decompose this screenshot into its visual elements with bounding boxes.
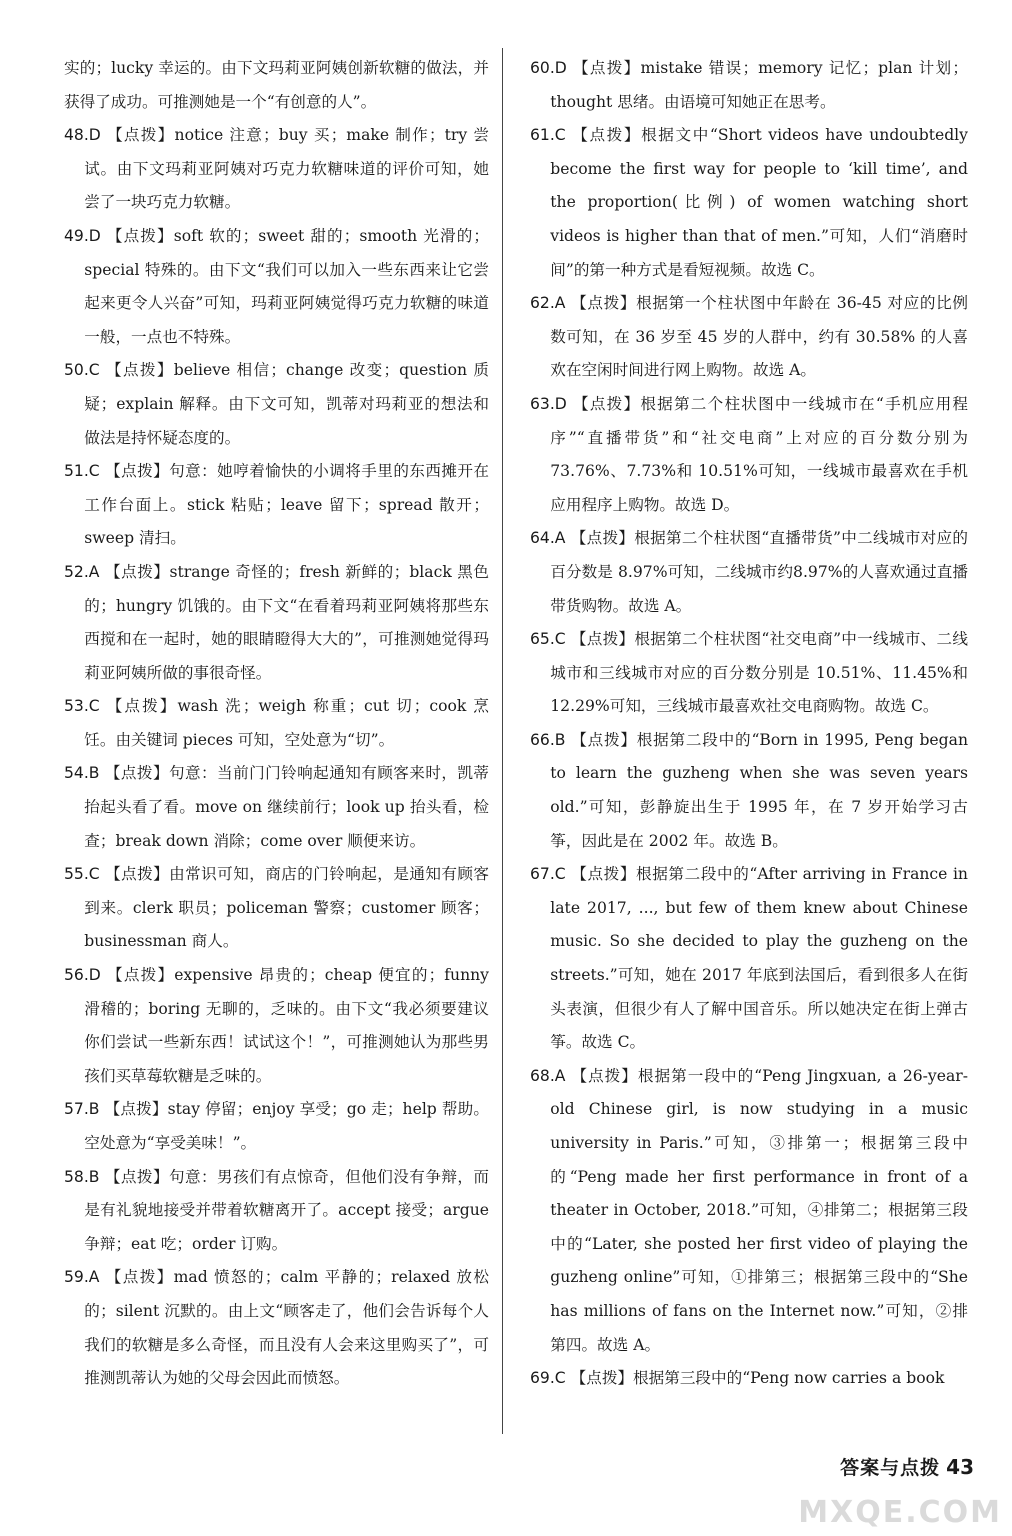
answer-item — [530, 1060, 968, 1362]
answer-number: 57.B — [64, 1100, 100, 1119]
answer-text: 【点拨】句意：她哼着愉快的小调将手里的东西摊开在工作台面上。stick 粘贴；leave 留下；spread 散开；sweep 清扫。 — [84, 462, 489, 548]
answer-text: 【点拨】believe 相信；change 改变；question 质疑；explain 解释。由下文可知，凯蒂对玛莉亚的想法和做法是持怀疑态度的。 — [84, 361, 489, 447]
answer-item — [64, 1161, 489, 1262]
answer-text: 【点拨】mistake 错误；memory 记忆；plan 计划；thought 思绪。由语境可知她正在思考。 — [550, 59, 968, 111]
answer-text: 【点拨】stay 停留；enjoy 享受；go 走；help 帮助。空处意为“享受美味！”。 — [84, 1100, 489, 1152]
answer-item — [64, 1093, 489, 1160]
answer-text: 【点拨】soft 软的；sweet 甜的；smooth 光滑的；special 特殊的。由下文“我们可以加入一些东西来让它尝起来更令人兴奋”可知，玛莉亚阿姨觉得巧克力软糖的味道一般，一点也不特殊。 — [84, 226, 489, 346]
answer-item — [530, 119, 968, 287]
column-divider — [502, 48, 503, 1434]
answer-item — [64, 52, 489, 119]
answer-number: 67.C — [530, 865, 566, 884]
answer-number: 49.D — [64, 226, 101, 245]
answer-number: 50.C — [64, 361, 100, 380]
answer-text: 【点拨】句意：男孩们有点惊奇，但他们没有争辩，而是有礼貌地接受并带着软糖离开了。accept 接受；argue 争辩；eat 吃；order 订购。 — [84, 1167, 489, 1253]
right-column — [530, 52, 968, 1396]
answer-text: 【点拨】根据第二段中的“Born in 1995, Peng began to learn the guzheng when she was seven years old.”可知，彭静旋出生于 1995 年，在 7 岁开始学习古筝，因此是在 2002 年。故选 B。 — [550, 730, 968, 850]
page-number: 43 — [946, 1454, 974, 1479]
answer-item — [530, 1362, 968, 1396]
answer-text: 【点拨】根据第二个柱状图“直播带货”中二线城市对应的百分数是 8.97%可知，二线城市约8.97%的人喜欢通过直播带货购物。故选 A。 — [550, 529, 968, 615]
answer-item — [64, 1261, 489, 1395]
answer-text: 【点拨】根据文中“Short videos have undoubtedly become the first way for people to ‘kill time’, and the proportion(比例) of women watching short videos is higher than that of men.”可知，人们“消磨时间”的第一种方式是看短视频。故选 C。 — [550, 126, 968, 279]
footer-label: 答案与点拨 — [840, 1457, 941, 1479]
left-column — [64, 52, 489, 1396]
answer-text: 【点拨】根据第二段中的“After arriving in France in late 2017, ..., but few of them knew about Chinese music. So she decided to play the guzheng on the streets.”可知，她在 2017 年底到法国后，看到很多人在街头表演，但很少有人了解中国音乐。所以她决定在街上弹古筝。故选 C。 — [550, 865, 968, 1052]
answer-item — [530, 623, 968, 724]
answer-number: 60.D — [530, 59, 567, 77]
answer-number: 69.C — [530, 1369, 566, 1388]
answer-item — [530, 388, 968, 522]
answer-text: 【点拨】根据第一段中的“Peng Jingxuan, a 26-year-old Chinese girl, is now studying in a music university in Paris.”可知，③排第一；根据第三段中的“Peng made her first performance in front of a theater in October, 2018.”可知，④排第二；根据第三段中的“Later, she posted her first video of playing the guzheng online”可知，①排第三；根据第三段中的“She has millions of fans on the Internet now.”可知，②排第四。故选 A。 — [550, 1066, 968, 1354]
answer-item — [64, 455, 489, 556]
answer-text: 【点拨】句意：当前门门铃响起通知有顾客来时，凯蒂抬起头看了看。move on 继续前行；look up 抬头看，检查；break down 消除；come over 顺便来访。 — [84, 764, 489, 850]
answer-item — [64, 220, 489, 354]
answer-number: 51.C — [64, 462, 100, 481]
answer-item — [530, 858, 968, 1060]
answer-number: 64.A — [530, 529, 566, 548]
answer-number: 61.C — [530, 126, 566, 145]
answer-item — [64, 556, 489, 690]
answer-item — [64, 757, 489, 858]
answer-number: 65.C — [530, 630, 566, 649]
answer-text: 【点拨】根据第三段中的“Peng now carries a book — [570, 1369, 945, 1388]
answer-item — [64, 354, 489, 455]
answer-text: 实的；lucky 幸运的。由下文玛莉亚阿姨创新软糖的做法，并获得了成功。可推测她是一个“有创意的人”。 — [64, 59, 489, 111]
answer-number: 68.A — [530, 1066, 566, 1085]
answer-number: 66.B — [530, 730, 566, 749]
answer-text: 【点拨】根据第二个柱状图“社交电商”中一线城市、二线城市和三线城市对应的百分数分别是 10.51%、11.45%和 12.29%可知，三线城市最喜欢社交电商购物。故选 C。 — [550, 630, 968, 716]
answer-number: 48.D — [64, 126, 101, 145]
answer-number: 63.D — [530, 394, 567, 413]
answer-item — [530, 287, 968, 388]
answer-number: 52.A — [64, 562, 100, 581]
page-footer — [840, 1453, 974, 1480]
answer-text: 【点拨】由常识可知，商店的门铃响起，是通知有顾客到来。clerk 职员；policeman 警察；customer 顾客；businessman 商人。 — [84, 865, 489, 951]
answer-text: 【点拨】notice 注意；buy 买；make 制作；try 尝试。由下文玛莉亚阿姨对巧克力软糖味道的评价可知，她尝了一块巧克力软糖。 — [84, 126, 489, 212]
answer-number: 54.B — [64, 764, 100, 783]
watermark: MXQE.COM — [798, 1495, 1002, 1530]
answer-text: 【点拨】根据第二个柱状图中一线城市在“手机应用程序”“直播带货”和“社交电商”上对应的百分数分别为 73.76%、7.73%和 10.51%可知，一线城市最喜欢在手机应用程序上购物。故选 D。 — [550, 394, 968, 514]
answer-item — [64, 690, 489, 757]
answer-text: 【点拨】strange 奇怪的；fresh 新鲜的；black 黑色的；hungry 饥饿的。由下文“在看着玛莉亚阿姨将那些东西搅和在一起时，她的眼睛瞪得大大的”，可推测她觉得玛莉亚阿姨所做的事很奇怪。 — [84, 562, 490, 682]
answer-item — [530, 724, 968, 858]
answer-number: 59.A — [64, 1268, 100, 1287]
answer-text: 【点拨】mad 愤怒的；calm 平静的；relaxed 放松的；silent 沉默的。由上文“顾客走了，他们会告诉每个人我们的软糖是多么奇怪，而且没有人会来这里购买了”，可推测凯蒂认为她的父母会因此而愤怒。 — [84, 1268, 489, 1388]
answer-number: 53.C — [64, 697, 100, 716]
answer-number: 62.A — [530, 294, 566, 313]
answer-item — [64, 959, 489, 1093]
answer-number: 56.D — [64, 966, 101, 985]
answer-item — [530, 52, 968, 119]
answer-text: 【点拨】wash 洗；weigh 称重；cut 切；cook 烹饪。由关键词 pieces 可知，空处意为“切”。 — [84, 697, 489, 749]
answer-item — [530, 522, 968, 623]
answer-text: 【点拨】expensive 昂贵的；cheap 便宜的；funny 滑稽的；boring 无聊的，乏味的。由下文“我必须要建议你们尝试一些新东西！试试这个！”，可推测她认为那些男孩们买草莓软糖是乏味的。 — [84, 966, 489, 1085]
answer-item — [64, 119, 489, 220]
answer-item — [64, 858, 489, 959]
answer-text: 【点拨】根据第一个柱状图中年龄在 36-45 对应的比例数可知，在 36 岁至 45 岁的人群中，约有 30.58% 的人喜欢在空闲时间进行网上购物。故选 A。 — [550, 294, 968, 380]
answer-number: 55.C — [64, 865, 100, 884]
answer-number: 58.B — [64, 1167, 100, 1186]
